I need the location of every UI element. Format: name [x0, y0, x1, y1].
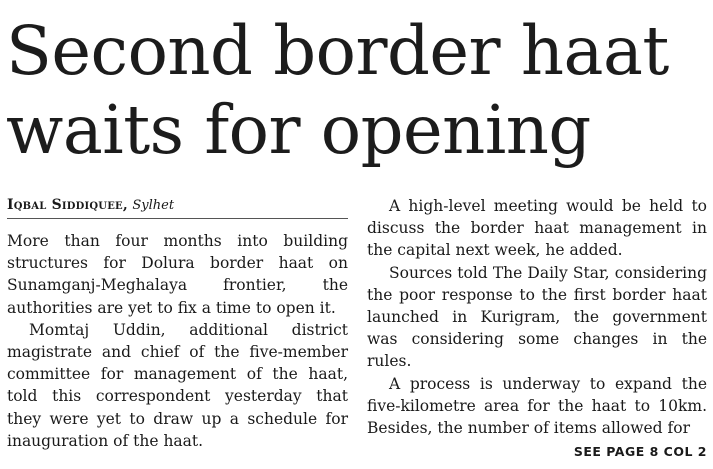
paragraph: A process is underway to expand the five-kilometre area for the haat to 10km. Besides, the number of items allowed for	[367, 374, 707, 438]
paragraph: More than four months into building structures for Dolura border haat on Sunamganj-Meghalaya frontier, the authorities are yet to fix a time to open it.	[7, 232, 348, 317]
continuation-jump-line: SEE PAGE 8 COL 2	[573, 444, 707, 459]
paragraph: Momtaj Uddin, additional district magistrate and chief of the five-member committee for management of the haat, told this correspondent yesterday that they were yet to draw up a schedule for inauguration of the haat.	[7, 320, 348, 450]
left-column	[7, 230, 348, 452]
right-column	[367, 195, 707, 439]
paragraph: Sources told The Daily Star, considering the poor response to the first border haat launched in Kurigram, the government was considering some changes in the rules.	[367, 263, 707, 371]
byline-location: Sylhet	[132, 198, 175, 213]
headline-line-1: Second border haat	[6, 12, 669, 90]
byline-divider	[7, 218, 348, 219]
paragraph: A high-level meeting would be held to discuss the border haat management in the capital next week, he added.	[367, 197, 707, 260]
headline	[6, 12, 711, 170]
byline-author: Iqbal Siddiquee,	[7, 197, 128, 213]
headline-line-2: waits for opening	[6, 91, 591, 169]
byline	[7, 196, 174, 215]
